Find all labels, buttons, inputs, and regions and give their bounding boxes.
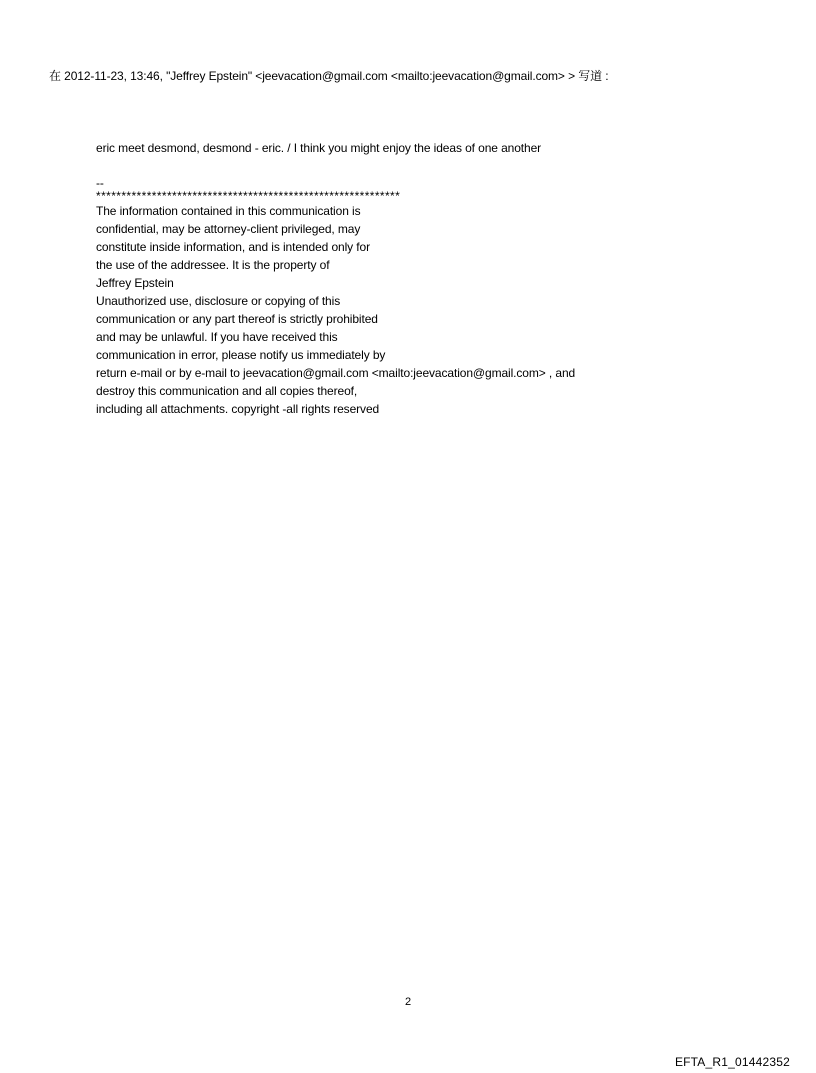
disclaimer-line: destroy this communication and all copies thereof,: [96, 384, 358, 398]
disclaimer-line: The information contained in this communication is: [96, 204, 361, 218]
email-header-line: 在 2012-11-23, 13:46, "Jeffrey Epstein" <jeevacation@gmail.com <mailto:jeevacation@gmail.com> > 写道 :: [49, 69, 609, 83]
document-id: EFTA_R1_01442352: [674, 1055, 790, 1069]
disclaimer-line: return e-mail or by e-mail to jeevacation@gmail.com <mailto:jeevacation@gmail.com> , and: [96, 366, 576, 380]
disclaimer-line: communication in error, please notify us immediately by: [96, 348, 386, 362]
signature-separator: --: [96, 176, 104, 190]
confidentiality-disclaimer: [96, 202, 575, 418]
disclaimer-line: Unauthorized use, disclosure or copying of this: [96, 294, 341, 308]
email-body: [96, 140, 575, 418]
disclaimer-line: communication or any part thereof is strictly prohibited: [96, 312, 378, 326]
disclaimer-line: the use of the addressee. It is the property of: [96, 258, 330, 272]
email-greeting: eric meet desmond, desmond - eric. / I think you might enjoy the ideas of one another: [96, 141, 542, 155]
disclaimer-line: Jeffrey Epstein: [96, 276, 174, 290]
disclaimer-line: including all attachments. copyright -all rights reserved: [96, 402, 380, 416]
disclaimer-line: and may be unlawful. If you have received this: [96, 330, 338, 344]
asterisk-divider: ************************************************************: [96, 189, 401, 203]
page-number: 2: [404, 996, 412, 1008]
disclaimer-line: constitute inside information, and is intended only for: [96, 240, 370, 254]
disclaimer-line: confidential, may be attorney-client privileged, may: [96, 222, 361, 236]
